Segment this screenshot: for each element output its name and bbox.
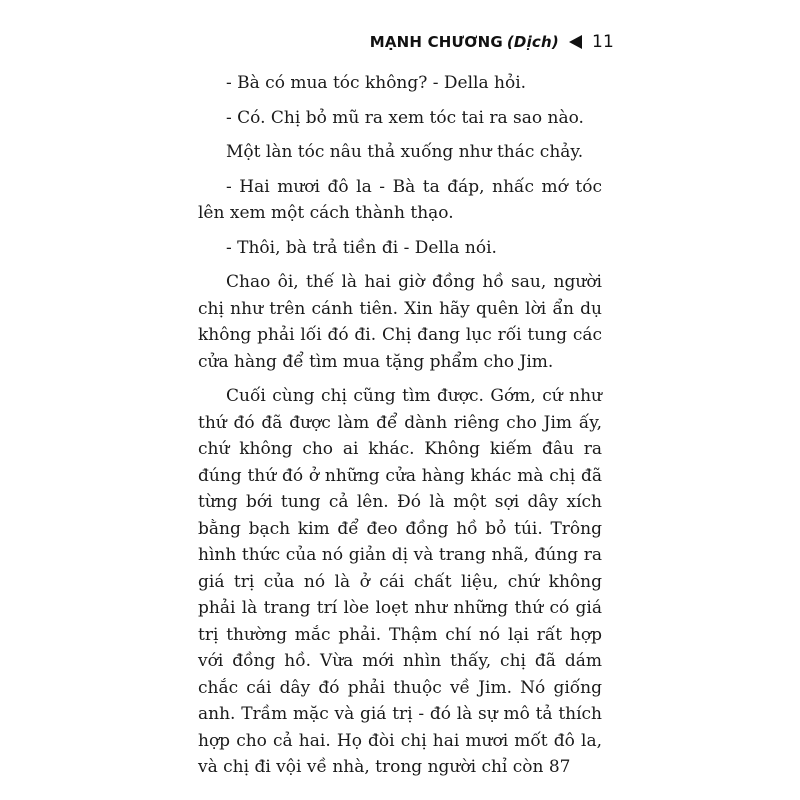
- paragraph: Cuối cùng chị cũng tìm được. Gớm, cứ như thứ đó đã được làm để dành riêng cho Jim ấy, chứ không cho ai khác. Không kiếm đâu ra đúng thứ đó ở những cửa hàng khác mà chị đã từng bới tung cả lên. Đó là một sợi dây xích bằng bạch kim để đeo đồng hồ bỏ túi. Trông hình thức của nó giản dị và trang nhã, đúng ra giá trị của nó là ở cái chất liệu, chứ không phải là trang trí lòe loẹt như những thứ có giá trị thường mắc phải. Thậm chí nó lại rất hợp với đồng hồ. Vừa mới nhìn thấy, chị đã dám chắc cái dây đó phải thuộc về Jim. Nó giống anh. Trầm mặc và giá trị - đó là sự mô tả thích hợp cho cả hai. Họ đòi chị hai mươi mốt đô la, và chị đi vội về nhà, trong người chỉ còn 87: [198, 386, 602, 777]
- paragraph: - Có. Chị bỏ mũ ra xem tóc tai ra sao nào.: [226, 107, 584, 128]
- header-translator-role: (Dịch): [506, 33, 559, 51]
- header-author: MẠNH CHƯƠNG: [369, 33, 503, 51]
- paragraph: Chao ôi, thế là hai giờ đồng hồ sau, người chị như trên cánh tiên. Xin hãy quên lời ẩn dụ không phải lối đó đi. Chị đang lục rối tung các cửa hàng để tìm mua tặng phẩm cho Jim.: [198, 272, 602, 372]
- page-number: 11: [591, 32, 614, 52]
- triangle-left-icon: [569, 35, 582, 49]
- paragraph: Một làn tóc nâu thả xuống như thác chảy.: [226, 142, 584, 162]
- paragraph: - Bà có mua tóc không? - Della hỏi.: [226, 73, 527, 93]
- running-header: [370, 32, 614, 52]
- page-body: [198, 70, 602, 789]
- paragraph: - Thôi, bà trả tiền đi - Della nói.: [226, 237, 497, 258]
- paragraph: - Hai mươi đô la - Bà ta đáp, nhấc mớ tóc lên xem một cách thành thạo.: [198, 176, 602, 223]
